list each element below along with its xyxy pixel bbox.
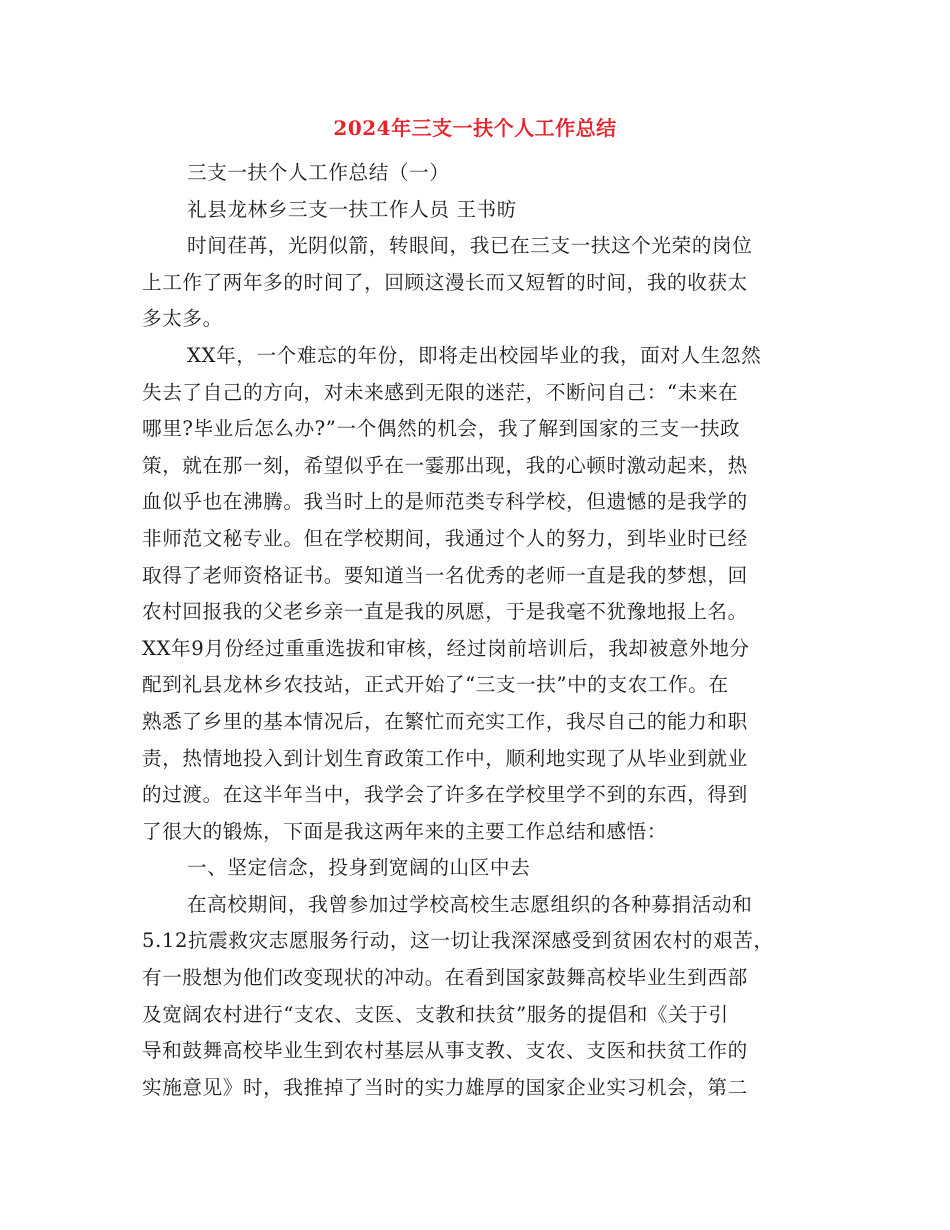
text-line: 配到礼县龙林乡农技站，正式开始了“三支一扶”中的支农工作。在 [142,673,729,697]
text-line: 策，就在那一刻，希望似乎在一霎那出现，我的心顿时激动起来，热 [142,453,748,477]
text-line: 农村回报我的父老乡亲一直是我的夙愿，于是我毫不犹豫地报上名。 [142,600,748,624]
document-body [142,155,802,1106]
text-line: 三支一扶个人工作总结（一） [187,161,450,184]
text-line: 时间荏苒，光阴似箭，转眼间，我已在三支一扶这个光荣的岗位 [187,234,753,258]
text-line: 哪里?毕业后怎么办?”一个偶然的机会，我了解到国家的三支一扶政 [142,417,741,441]
text-line: 熟悉了乡里的基本情况后，在繁忙而充实工作，我尽自己的能力和职 [142,709,748,733]
text-line: 多太多。 [142,307,223,331]
text-line: 一、坚定信念，投身到宽阔的山区中去 [187,856,531,880]
text-line: 失去了自己的方向，对未来感到无限的迷茫，不断问自己：“未来在 [142,380,739,404]
text-line: 责，热情地投入到计划生育政策工作中，顺利地实现了从毕业到就业 [142,746,748,770]
document-title: 2024年三支一扶个人工作总结 [333,116,617,140]
text-line: 有一股想为他们改变现状的冲动。在看到国家鼓舞高校毕业生到西部 [142,966,748,990]
text-line: 了很大的锻炼，下面是我这两年来的主要工作总结和感悟： [142,819,668,843]
text-line: 取得了老师资格证书。要知道当一名优秀的老师一直是我的梦想，回 [142,563,748,587]
text-line: 上工作了两年多的时间了，回顾这漫长而又短暂的时间，我的收获太 [142,270,748,294]
text-line: 血似乎也在沸腾。我当时上的是师范类专科学校，但遗憾的是我学的 [142,490,748,514]
text-line: 及宽阔农村进行“支农、支医、支教和扶贫”服务的提倡和《关于引 [142,1002,729,1026]
text-line: 在高校期间，我曾参加过学校高校生志愿组织的各种募捐活动和 [187,892,753,916]
text-line: XX年，一个难忘的年份，即将走出校园毕业的我，面对人生忽然 [187,343,762,367]
text-line: XX年9月份经过重重选拔和审核，经过岗前培训后，我却被意外地分 [142,636,750,660]
text-line: 5.12抗震救灾志愿服务行动，这一切让我深深感受到贫困农村的艰苦， [142,929,774,953]
text-line: 非师范文秘专业。但在学校期间，我通过个人的努力，到毕业时已经 [142,526,748,550]
text-line: 礼县龙林乡三支一扶工作人员 王书昉 [187,197,517,221]
text-line: 导和鼓舞高校毕业生到农村基层从事支教、支农、支医和扶贫工作的 [142,1039,748,1063]
text-line: 的过渡。在这半年当中，我学会了许多在学校里学不到的东西，得到 [142,783,748,807]
text-line: 实施意见》时，我推掉了当时的实力雄厚的国家企业实习机会，第二 [142,1075,748,1099]
